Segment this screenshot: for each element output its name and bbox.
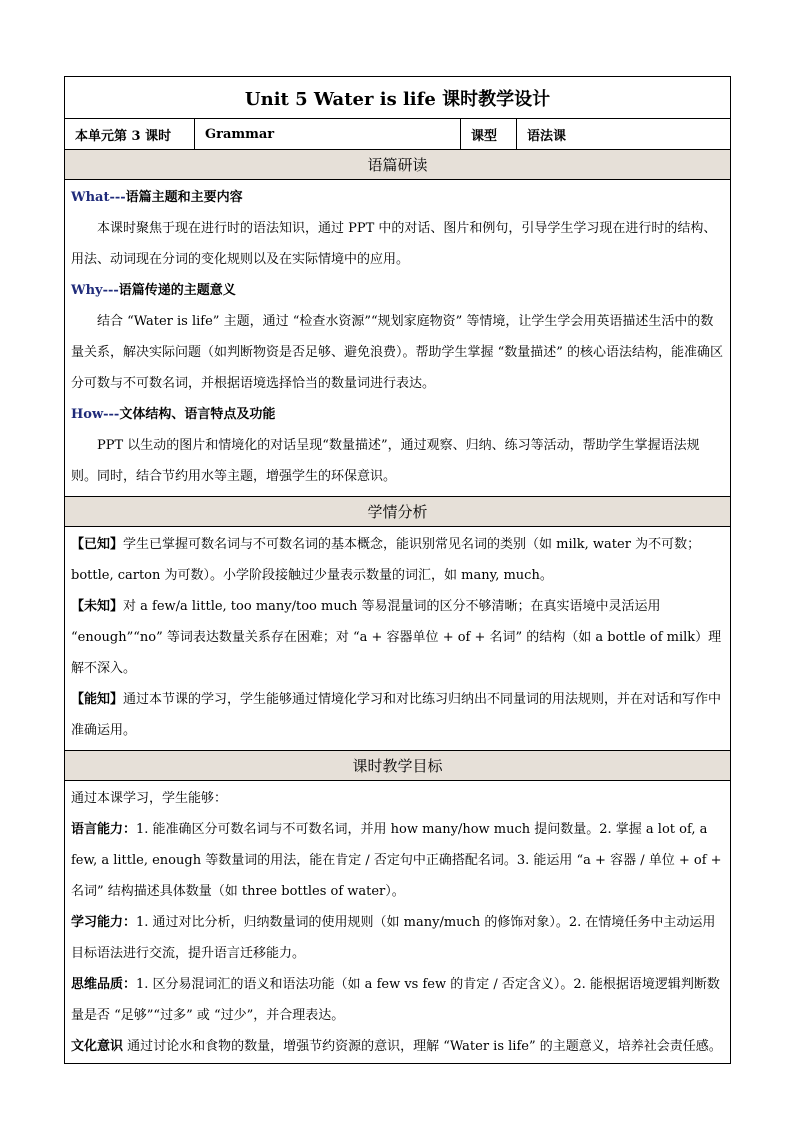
section-header-reading: 语篇研读 <box>65 150 731 180</box>
lesson-plan-table <box>64 76 731 1064</box>
language-ability-label: 语言能力： <box>71 822 137 837</box>
cultural-awareness-paragraph <box>71 1031 724 1059</box>
lesson-topic: Grammar <box>195 119 461 150</box>
learning-ability-label: 学习能力： <box>71 915 137 930</box>
can-text: 通过本节课的学习，学生能够通过情境化学习和对比练习归纳出不同量词的用法规则，并在对话和写作中准确运用。 <box>71 692 722 738</box>
unknown-text: 对 a few/a little, too many/too much 等易混量词的区分不够清晰；在真实语境中灵活运用 “enough”“no” 等词表达数量关系存在困难；对 “a + 容器单位 + of + 名词” 的结构（如 a bottle of milk）理解不深入。 <box>71 599 722 676</box>
cultural-awareness-label: 文化意识 <box>71 1039 124 1054</box>
lesson-type-value: 语法课 <box>517 119 731 150</box>
what-label: What--- <box>71 190 126 205</box>
known-paragraph <box>71 529 724 591</box>
how-label: How--- <box>71 407 120 422</box>
can-label: 【能知】 <box>71 692 124 707</box>
reading-section-body <box>65 180 731 497</box>
cultural-awareness-text: 通过讨论水和食物的数量，增强节约资源的意识，理解 “Water is life” 的主题意义，培养社会责任感。 <box>123 1039 722 1054</box>
objectives-intro: 通过本课学习，学生能够： <box>71 791 228 806</box>
why-heading <box>71 275 724 306</box>
lesson-plan-document <box>64 76 730 1064</box>
language-ability-paragraph <box>71 814 724 907</box>
thinking-quality-paragraph <box>71 969 724 1031</box>
section-header-analysis: 学情分析 <box>65 497 731 527</box>
language-ability-text: 1. 能准确区分可数名词与不可数名词，并用 how many/how much 提问数量。2. 掌握 a lot of, a few, a little, enough 等数量词的用法，能在肯定 / 否定句中正确搭配名词。3. 能运用 “a + 容器 / 单位 + of + 名词” 结构描述具体数量（如 three bottles of water）。 <box>71 822 722 899</box>
unknown-label: 【未知】 <box>71 599 124 614</box>
page-title: Unit 5 Water is life 课时教学设计 <box>65 77 731 119</box>
what-title: 语篇主题和主要内容 <box>125 190 243 205</box>
learning-ability-paragraph <box>71 907 724 969</box>
what-heading <box>71 182 724 213</box>
what-paragraph: 本课时聚焦于现在进行时的语法知识，通过 PPT 中的对话、图片和例句，引导学生学习现在进行时的结构、用法、动词现在分词的变化规则以及在实际情境中的应用。 <box>71 221 717 267</box>
how-title: 文体结构、语言特点及功能 <box>119 407 276 422</box>
known-label: 【已知】 <box>71 537 124 552</box>
unknown-paragraph <box>71 591 724 684</box>
why-label: Why--- <box>71 283 119 298</box>
analysis-section-body <box>65 527 731 751</box>
can-paragraph <box>71 684 724 746</box>
why-paragraph: 结合 “Water is life” 主题，通过 “检查水资源”“规划家庭物资” 等情境，让学生学会用英语描述生活中的数量关系，解决实际问题（如判断物资是否足够、避免浪费）。帮助学生掌握 “数量描述” 的核心语法结构，能准确区分可数与不可数名词，并根据语境选择恰当的数量词进行表达。 <box>71 314 724 391</box>
lesson-number: 本单元第 3 课时 <box>65 119 195 150</box>
how-heading <box>71 399 724 430</box>
thinking-quality-label: 思维品质： <box>71 977 137 992</box>
learning-ability-text: 1. 通过对比分析，归纳数量词的使用规则（如 many/much 的修饰对象）。2. 在情境任务中主动运用目标语法进行交流，提升语言迁移能力。 <box>71 915 716 961</box>
why-title: 语篇传递的主题意义 <box>118 283 236 298</box>
lesson-type-label: 课型 <box>461 119 517 150</box>
thinking-quality-text: 1. 区分易混词汇的语义和语法功能（如 a few vs few 的肯定 / 否定含义）。2. 能根据语境逻辑判断数量是否 “足够”“过多” 或 “过少”，并合理表达。 <box>71 977 720 1023</box>
objectives-section-body <box>65 781 731 1064</box>
known-text: 学生已掌握可数名词与不可数名词的基本概念，能识别常见名词的类别（如 milk, water 为不可数；bottle, carton 为可数）。小学阶段接触过少量表示数量的词汇，如 many, much。 <box>71 537 701 583</box>
how-paragraph: PPT 以生动的图片和情境化的对话呈现“数量描述”，通过观察、归纳、练习等活动，帮助学生掌握语法规则。同时，结合节约用水等主题，增强学生的环保意识。 <box>71 438 700 484</box>
section-header-objectives: 课时教学目标 <box>65 751 731 781</box>
